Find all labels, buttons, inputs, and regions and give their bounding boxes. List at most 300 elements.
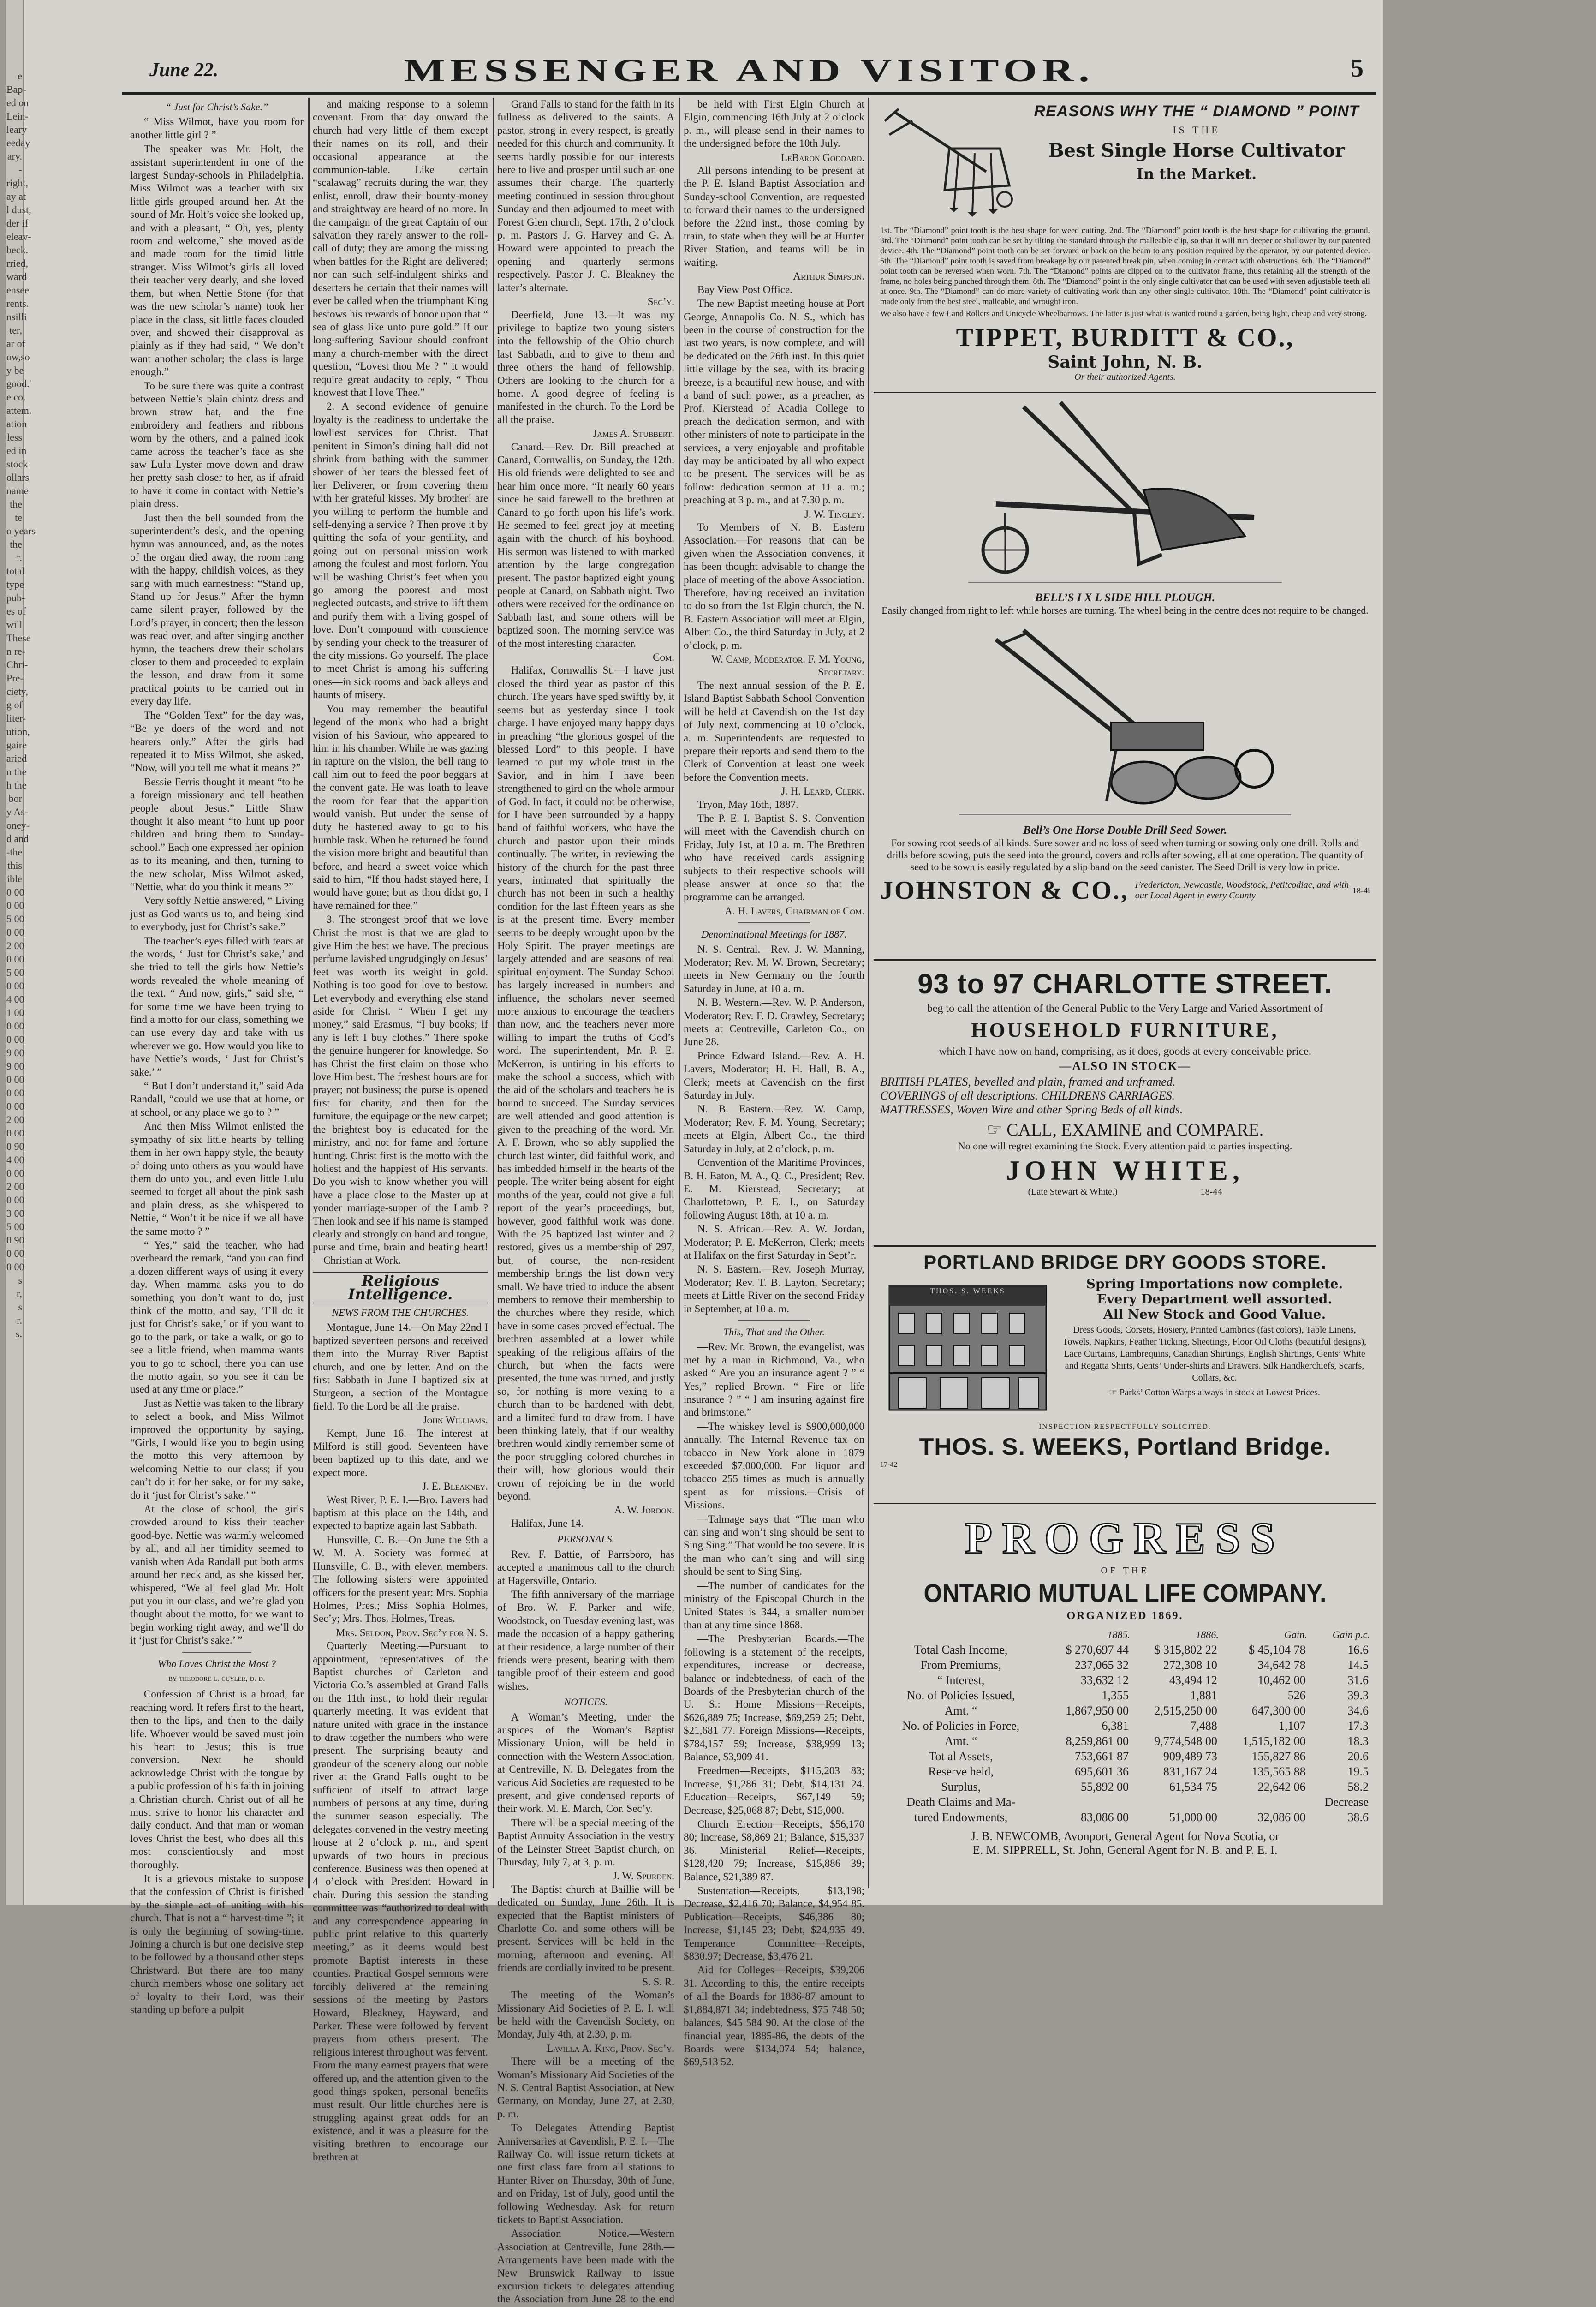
paragraph: The new Baptist meeting house at Port George, Annapolis Co. N. S., which has been in the course of construction for the last two years, is now complete, and will be dedicated on the 26th inst. In this quiet little village by the sea, with its bracing breeze, is a beautiful new house, and with a band of such power, as a preacher, as Prof. Kierstead of Acadia College to preach the dedication sermon, and with other ministers of note to participate in the services, a very enjoyable and profitable day may be anticipated by all who expect to be present. The services will be as follow: dedication sermon at 11 a. m.; preaching at 3 p. m., and at 7.30 p. m. <box>684 298 864 506</box>
store-building <box>880 1276 1055 1423</box>
paragraph: Freedmen—Receipts, $115,203 83; Increase, $1,286 31; Debt, $14,131 24. Education—Receipts, $67,149 59; Decrease, $25,068 87; Debt, $15,000. <box>684 1765 864 1816</box>
table-cell: 695,601 36 <box>1075 1765 1129 1778</box>
bleed-line: 0 90 <box>6 1234 24 1246</box>
bleed-line: oney- <box>6 819 30 831</box>
bleed-line: y As- <box>6 806 29 818</box>
table-cell: 8,259,861 00 <box>1066 1734 1129 1748</box>
table-cell: 34.6 <box>1347 1704 1369 1717</box>
paragraph: Halifax, June 14. <box>511 1517 584 1529</box>
bleed-line: 0 00 <box>6 1167 24 1179</box>
progress-of-the: OF THE <box>1101 1566 1149 1576</box>
paragraph: Association Notice.—Western Association at Centreville, June 28th.—Arrangements have been made with the New Brunswick Railway to issue excursion tickets to delegates attending the Association from June 28 to the end <box>497 2228 674 2305</box>
text-column-1 <box>130 98 304 2016</box>
paragraph: —The whiskey level is $900,000,000 annually. The Internal Revenue tax on tobacco in New York alone in 1879 exceeded $7,000,000. For liquor and tobacco 255 times as much is annually spent as for missions.—Crisis of Missions. <box>684 1420 864 1511</box>
table-row <box>880 1810 1370 1825</box>
bleed-line: 2 00 <box>6 1114 24 1125</box>
bleed-line: These <box>6 632 31 644</box>
article-heading: Denominational Meetings for 1887. <box>701 928 847 940</box>
household-furniture-head: HOUSEHOLD FURNITURE, <box>971 1019 1279 1041</box>
issue-date: June 22. <box>149 60 219 81</box>
diamond-is-the: IS THE <box>1173 124 1221 136</box>
table-cell: No. of Policies in Force, <box>902 1719 1020 1733</box>
tippet-city: Saint John, N. B. <box>1048 353 1203 372</box>
paragraph: Just as Nettie was taken to the library to select a book, and Miss Wilmot improved the opportunity by saying, “Girls, I would like you to begin using the motto this very afternoon by welcoming Nettie to our class; if you can’t do it for her sake, or for my sake, do it ‘just for Christ’s sake.’ ” <box>130 1397 304 1501</box>
paragraph: Canard.—Rev. Dr. Bill preached at Canard, Cornwallis, on Sunday, the 12th. His old friends were delighted to see and hear him once more. “It nearly 60 years since he said farewell to the brethren at Canard to go forth upon his life’s work. He seemed to feel great joy at meeting again with the church of his boyhood. His sermon was listened to with marked attention by the large congregation present. The pastor baptized eight young people at Canard, on Sabbath night. Two others were received for the ordinance on Sabbath last, and some others will be baptized soon. The morning service was of the most interesting character. <box>497 441 674 649</box>
signature: Sec’y. <box>647 296 674 308</box>
john-white-name: JOHN WHITE, <box>1006 1155 1244 1186</box>
charlotte-street-head: 93 to 97 CHARLOTTE STREET. <box>917 968 1333 999</box>
table-cell: Amt. “ <box>944 1734 977 1748</box>
table-cell: 17.3 <box>1347 1719 1369 1733</box>
masthead <box>122 51 1376 95</box>
bleed-line: 4 00 <box>6 993 24 1005</box>
signature: Arthur Simpson. <box>793 270 864 282</box>
bleed-line: ar of <box>6 338 25 349</box>
bleed-line: 0 00 <box>6 1074 24 1085</box>
bleed-line: s <box>18 1301 22 1313</box>
table-cell: 272,308 10 <box>1163 1658 1217 1672</box>
paragraph: The next annual session of the P. E. Island Baptist Sabbath School Convention will be held at Cavendish on the 1st day of July next, commencing at 10 o’clock, a. m. Superintendents are requested to prepare their reports and send them to the Clerk of Convention at least one week before the Convention meets. <box>684 679 864 783</box>
table-cell: Decrease <box>1324 1795 1369 1809</box>
bleed-line: e co. <box>6 391 26 403</box>
portland-sub2: Every Department well assorted. <box>1096 1291 1333 1307</box>
bleed-line: 0 00 <box>6 1248 24 1259</box>
bleed-line: y be <box>6 365 24 376</box>
paragraph: N. S. African.—Rev. A. W. Jordan, Moderator; P. E. McKerron, Clerk; meets at Halifax on the first Saturday in Sept’r. <box>684 1223 864 1261</box>
paragraph: “ But I don’t understand it,” said Ada Randall, “could we use that at home, or at school, or any place we go to ? ” <box>130 1080 304 1118</box>
divider <box>738 1320 810 1321</box>
page-number: 5 <box>1351 54 1364 83</box>
paragraph: be held with First Elgin Church at Elgin, commencing 16th July at 2 o’clock p. m., will please send in their names to the undersigned before the 10th July. <box>684 98 864 149</box>
bleed-line: n re- <box>6 645 25 657</box>
table-cell: 33,632 12 <box>1081 1673 1129 1687</box>
table-row <box>880 1657 1370 1673</box>
paragraph: The “Golden Text” for the day was, “Be ye doers of the word and not hearers only.” After the girls had repeated it to Miss Wilmot, she asked, “Now, will you tell me what it means ?” <box>130 709 304 774</box>
paragraph: It is a grievous mistake to suppose that the confession of Christ is finished by the simple act of uniting with his church. That is not a “ harvest-time ”; it is only the beginning of sowing-time. Joining a church is but one decisive step to be followed by a thousand other steps Christward. But there are too many church members whose one solitary act of loyalty to their Lord, was their standing up before a pulpit <box>130 1873 304 2016</box>
signature: J. W. Tingley. <box>804 508 864 520</box>
bleed-line: nsilli <box>6 311 27 323</box>
table-column-header: 1885. <box>1107 1629 1131 1640</box>
table-cell: 155,827 86 <box>1251 1750 1306 1763</box>
johnston-plough-ad <box>874 393 1376 961</box>
bleed-line: ter, <box>9 324 22 336</box>
table-cell: 6,381 <box>1102 1719 1129 1733</box>
article-heading: “ Just for Christ’s Sake.” <box>165 101 268 113</box>
paragraph: The speaker was Mr. Holt, the assistant superintendent in one of the largest Sunday-schools in Philadelphia. Miss Wilmot was a teacher with six little girls grouped around her. At the sound of Mr. Holt’s voice she looked up, and with a pleasant, “ Oh, yes, plenty room and welcome,” she moved aside and made room for the timid little stranger. Miss Wilmot’s girls all loved their teacher very dearly, and she loved them, but when Nettie Stone (for that was the new scholar’s name) took her place in the class, sit little faces clouded over, and showed their disapproval as plainly as if they had said, “ We don’t want another scholar; the class is large enough.” <box>130 143 304 378</box>
article-heading: NEWS FROM THE CHURCHES. <box>332 1306 469 1318</box>
bleed-line: rried, <box>6 257 29 269</box>
portland-goods-list: Dress Goods, Corsets, Hosiery, Printed Cambrics (fast colors), Table Linens, Towels, Napkins, Feather Ticking, Sheetings, Floor Oil Cloths (beautiful designs), Lace Curtains, Lambrequins, Canadian Shirtings, English Shirtings, Gents’ White and Regatta Shirts, Gents’ Under-shirts and Drawers. Silk Handkerchiefs, Scarfs, Collars, &c. <box>1062 1325 1367 1383</box>
newspaper-page <box>6 0 1383 2305</box>
paragraph: Just then the bell sounded from the superintendent’s desk, and the opening hymn was announced, and, as the notes of the organ died away, the room rang with the happy, childish voices, as they sang with much earnestness: “Stand up, Stand up for Jesus.” After the hymn came silent prayer, followed by the Lord’s prayer, in concert; then the lesson was read over, and after singing another hymn, the teachers drew their scholars closer to them and proceeded to explain the lesson, and draw from it some practical points to be carried out in every day life. <box>130 512 304 707</box>
progress-head: PROGRESS <box>965 1513 1285 1563</box>
bleed-line: r, <box>17 1288 22 1299</box>
table-cell: 1,515,182 00 <box>1243 1734 1306 1748</box>
table-row <box>880 1642 1370 1657</box>
progress-table-body <box>880 1642 1370 1825</box>
bleed-line: g of <box>6 699 23 711</box>
paragraph: The meeting of the Woman’s Missionary Aid Societies of P. E. I. will be held with the Cavendish Society, on Monday, July 4th, at 2.30, p. m. <box>497 1989 674 2040</box>
bleed-line: 2 00 <box>6 940 24 951</box>
bleed-line: ible <box>7 873 22 885</box>
signature: J. E. Bleakney. <box>422 1481 488 1493</box>
paragraph: To be sure there was quite a contrast between Nettie’s plain chintz dress and brown straw hat, and the fine embroidery and feathers and ribbons worn by the others, and a pained look came across the teacher’s face as she saw Lulu Lyster move down and draw her pretty sash closer to her, as if afraid to have it come in contact with Nettie’s plain dress. <box>130 380 304 510</box>
signature: John Williams. <box>423 1414 488 1426</box>
paragraph: “ Miss Wilmot, have you room for another little girl ? ” <box>130 116 304 141</box>
paragraph: At the close of school, the girls crowded around to kiss their teacher good-bye. Nettie was warmly welcomed by all, and all her timidity seemed to vanish when Ada Randall put both arms around her neck and, as she kissed her, whispered, “We all feel glad Mr. Holt put you in our class, and we’re glad you thought about the motto, for we want to begin working right away, and we’ll do it ‘just for Christ’s sake.’ ” <box>130 1503 304 1646</box>
table-cell: 753,661 87 <box>1075 1750 1129 1763</box>
diamond-market-label: In the Market. <box>1136 165 1257 183</box>
table-cell: 32,086 00 <box>1257 1811 1306 1824</box>
paragraph: N. B. Western.—Rev. W. P. Anderson, Moderator; Rev. F. D. Crawley, Secretary; meets at Centreville, Carleton Co., on June 28. <box>684 997 864 1048</box>
article-heading: Who Loves Christ the Most ? <box>157 1657 276 1669</box>
table-row <box>880 1703 1370 1718</box>
progress-table <box>880 1627 1370 1825</box>
signature: S. S. R. <box>642 1976 674 1988</box>
paragraph: To Members of N. B. Eastern Association.—For reasons that can be given when the Association convenes, it has been thought advisable to change the place of meeting of the above Association. Therefore, having received an invitation to do so from the 1st Elgin church, the N. B. Eastern Association will meet at Elgin, Albert Co., the third Saturday in July, at 2 o’clock, p. m. <box>684 521 864 651</box>
portland-bridge-ad <box>874 1247 1376 1505</box>
table-cell: 1,107 <box>1279 1719 1306 1733</box>
bleed-line: 1 00 <box>6 1007 24 1018</box>
paragraph: The fifth anniversary of the marriage of Bro. W. F. Parker and wife, Woodstock, on Tuesday evening last, was made the occasion of a happy gathering at their residence, a large number of their friends were present, bearing with them tangible proof of their esteem and good wishes. <box>497 1588 674 1692</box>
table-cell: 34,642 78 <box>1257 1658 1306 1672</box>
table-cell: 20.6 <box>1347 1750 1369 1763</box>
bleed-line: 2 00 <box>6 1181 24 1192</box>
table-row <box>880 1794 1370 1810</box>
paragraph: Sustentation—Receipts, $13,198; Decrease, $2,416 70; Balance, $4,954 85. Publication—Receipts, $46,386 80; Increase, $1,145 23; Debt, $24,935 49. Temperance Committee—Receipts, $830.97; Decrease, $3,476 21. <box>684 1885 864 1962</box>
pointing-hand-icon: ☞ <box>986 1120 1007 1140</box>
bleed-line: ow,so <box>6 351 30 363</box>
cultivator-illustration <box>880 102 1018 222</box>
text-column-2 <box>313 98 488 2163</box>
signature: Lavilla A. King, Prov. Sec’y. <box>547 2042 674 2054</box>
article-heading: NOTICES. <box>564 1696 608 1708</box>
bleed-line: ollars <box>6 472 29 483</box>
paragraph: Aid for Colleges—Receipts, $39,206 31. According to this, the entire receipts of all the Boards for 1886-87 amount to $1,884,871 34; indebtedness, $75 748 50; balances, $45 584 90. At the close of the financial year, 1885-86, the debts of the Boards were $134,074 54; balance, $69,513 52. <box>684 1964 864 2068</box>
article-heading: This, That and the Other. <box>723 1326 825 1338</box>
bleed-line: 5 00 <box>6 913 24 925</box>
signature: Com. <box>653 651 674 663</box>
table-cell: 19.5 <box>1347 1765 1369 1778</box>
johnston-name: JOHNSTON & CO., <box>880 876 1129 905</box>
bleed-line: der if <box>6 217 29 229</box>
building-sign: THOS. S. WEEKS <box>930 1287 1006 1295</box>
paragraph: There will be a special meeting of the Baptist Annuity Association in the vestry of the Leinster Street Baptist church, on Thursday, July 7, at 3, p. m. <box>497 1817 674 1868</box>
table-cell: 10,462 00 <box>1257 1673 1306 1687</box>
signature: LeBaron Goddard. <box>780 151 864 163</box>
table-cell: “ Interest, <box>937 1673 985 1687</box>
side-hill-plough-illustration <box>968 398 1282 592</box>
bleed-line: name <box>6 485 29 496</box>
table-cell: 39.3 <box>1347 1689 1369 1702</box>
table-cell: 58.2 <box>1347 1780 1369 1793</box>
paragraph: The Baptist church at Baillie will be dedicated on Sunday, June 26th. It is expected that the Baptist ministers of Charlotte Co. and some others will be present. Services will be held in the morning, afternoon and evening. All friends are cordially invited to be present. <box>497 1883 674 1974</box>
bleed-line: rents. <box>6 298 29 309</box>
paragraph: Quarterly Meeting.—Pursuant to appointment, representatives of the Baptist churches of Carleton and Victoria Co.’s assembled at Grand Falls on the 11th inst., to hold their regular quarterly meeting. It was evident that nature united with grace in the instance to draw together the numbers who were present. The surprising beauty and grandeur of the scenery along our noble river at the Grand Falls ought to be sufficient of itself to attract large numbers of persons at any time, during the summer season especially. The delegates convened in the vestry meeting house at 2 o’clock p. m., and spent upwards of two hours in precious conference. Business was then opened at 4 o’clock with President Howard in chair. During this session the standing committee was “authorized to deal with and any correspondence appearing in public print relative to this quarterly meeting,” as it deems would best promote Baptist interests in these counties. Practical Gospel sermons were forcibly delivered at the remaining sessions of the meeting by Pastors Howard, Bleakney, Hayward, and Parker. These were followed by fervent prayers from others present. The religious interest throughout was fervent. From the many earnest prayers that were offered up, and the attention given to the good things spoken, personal benefits must result. Our little churches here is struggling against great odds for an existence, and it was a pleasure for the visiting brethren to encourage our brethren at <box>313 1640 488 2163</box>
paragraph: Church Erection—Receipts, $56,170 80; Increase, $8,869 21; Balance, $15,337 36. Ministerial Relief—Receipts, $128,420 79; Increase, $15,886 39; Balance, $21,389 87. <box>684 1818 864 1883</box>
bleed-line: ensee <box>6 284 29 296</box>
table-cell: 55,892 00 <box>1081 1780 1129 1793</box>
bleed-line: ed on <box>6 97 29 108</box>
paragraph: —Rev. Mr. Brown, the evangelist, was met by a man in Richmond, Va., who asked “ Are you an insurance agent ? ” “ Yes,” replied Brown. “ Fire or life insurance ? ” “ I am insuring against fire and brimstone.” <box>684 1341 864 1418</box>
table-cell: 16.6 <box>1347 1643 1369 1656</box>
text-column-4 <box>684 98 864 2068</box>
bleed-line: eeday <box>6 137 30 149</box>
adjacent-page-bleed <box>6 0 36 1905</box>
tippet-agents: Or their authorized Agents. <box>1074 372 1176 382</box>
table-cell <box>1130 1794 1219 1810</box>
charlotte-oblige: No one will regret examining the Stock. Every attention paid to parties inspecting. <box>958 1140 1292 1152</box>
also-in-stock: —ALSO IN STOCK— <box>1059 1059 1191 1073</box>
paragraph: Montague, June 14.—On May 22nd I baptized seventeen persons and received them into the Murray River Baptist church, and one by letter. And on the first Sabbath in June I baptized six at Sturgeon, a section of the Montague field. To the Lord be all the praise. <box>313 1321 488 1412</box>
table-cell: $ 45,104 78 <box>1249 1643 1306 1656</box>
charlotte-on-hand: which I have now on hand, comprising, as it does, goods at every conceivable price. <box>939 1046 1311 1058</box>
bleed-line: Lein- <box>6 110 29 122</box>
bleed-line: ution, <box>6 726 30 737</box>
table-cell: 83,086 00 <box>1081 1811 1129 1824</box>
john-white-furniture-ad <box>874 961 1376 1247</box>
seed-sower-caption: Bell’s One Horse Double Drill Seed Sower. <box>1023 824 1227 837</box>
signature: J. H. Leard, Clerk. <box>781 785 864 797</box>
table-cell: Death Claims and Ma- <box>906 1795 1016 1809</box>
bleed-line: Pre- <box>6 672 24 684</box>
bleed-line: es of <box>6 605 26 617</box>
seed-sower-note: For sowing root seeds of all kinds. Sure sower and no loss of seed when turning or sowing only one drill. Rolls and drills before sowing, puts the seed into the ground, covers and rolls after sowing, all at one operation. The quantity of seed to be sown is easily regulated by a slip band on the seed canister. The Seed Drill is very low in price. <box>887 837 1364 873</box>
paragraph: There will be a meeting of the Woman’s Missionary Aid Societies of the N. S. Central Baptist Association, at New Germany, on Monday, June 27, at 2.30, p. m. <box>497 2056 674 2120</box>
table-cell: 61,534 75 <box>1169 1780 1217 1793</box>
paragraph: All persons intending to be present at the P. E. Island Baptist Association and Sunday-school Convention, are requested to forward their names to the undersigned before the 22nd inst., those coming by train, to state when they will be at Hunter River Station, and teams will be in waiting. <box>684 165 864 268</box>
paragraph: To Delegates Attending Baptist Anniversaries at Cavendish, P. E. I.—The Railway Co. will issue return tickets at one first class fare from all stations to Hunter River on Thursday, 30th of June, and on Friday, 1st of July, good until the following Wednesday. Ask for return tickets to Baptist Association. <box>497 2122 674 2225</box>
bleed-line: 0 00 <box>6 1034 24 1045</box>
paragraph: The teacher’s eyes filled with tears at the words, ‘ Just for Christ’s sake,’ and she tried to tell the girls how Nettie’s words revealed the whole meaning of the text. “ And now, girls,” said she, “ for some time we have been trying to find a motto for our class, something we can use every day and take with us wherever we go. How would you like to have Nettie’s words, ‘ Just for Christ’s sake.’ ” <box>130 935 304 1078</box>
bleed-line: 0 00 <box>6 953 24 965</box>
bleed-line: Chri- <box>6 659 28 670</box>
bleed-line: this <box>7 860 22 871</box>
diamond-also: We also have a few Land Rollers and Unicycle Wheelbarrows. The latter is just what is wanted round a garden, being light, cheap and very strong. <box>880 309 1367 318</box>
signature: J. W. Spurden. <box>613 1870 674 1882</box>
paragraph: 2. A second evidence of genuine loyalty is the readiness to undertake the lowliest services for Christ. That penitent in Simon’s dining hall did not shrink from bathing with the summer shower of her tears the blessed feet of her Deliverer, or from covering them with her grateful kisses. My brother! are you willing to perform the humble and self-denying a service ? Then prove it by quitting the sofa of your gentility, and going out on personal mission work among the foulest and most forlorn. You will be washing Christ’s feet when you go among the poorest and most neglected outcasts, and strive to lift them and purify them with a living gospel of love. Don’t compound with conscience by sending your check to the treasurer of the city missions. Go yourself. The place to meet Christ is among his suffering ones—in sick rooms and back alleys and haunts of misery. <box>313 400 488 701</box>
column-rule <box>868 98 869 1888</box>
paragraph: Halifax, Cornwallis St.—I have just closed the third year as pastor of this church. The years have sped swiftly by, it seems but as yesterday since I took charge. I have enjoyed many happy days in preaching “the glorious gospel of the blessed Lord” to this people. I have learned to put my whole trust in the Savior, and in him I have been strengthened to gird on the whole armour of God. In fact, it could not be otherwise, for I have been surrounded by a happy band of faithful workers, who have the church and pastor upon their minds continually. The writer, in reviewing the history of the church for the past three years, intimated that spiritually the church has not been in such a healthy condition for the last fifteen years as she is at the present time. Every member seems to be deeply wrought upon by the Holy Spirit. The prayer meetings are largely attended and are seasons of real spiritual enjoyment. The Sunday School has largely increased in numbers and influence, the scholars never seemed more anxious to encourage the teachers than now, and the teachers never more willing to impart the truths of God’s word. The superintendent, Mr. P. E. McKerron, is untiring in his efforts to make the school a success, which with the aid of the scholars and teachers he is bound to succeed. The Sunday services are well attended and good attention is given to the preaching of the word. Mr. A. F. Brown, who so ably supplied the church last winter, did faithful work, and has imbedded himself in the hearts of the people. The writer being absent for eight months of the year, could not give a full report of the year’s proceedings, but, however, good faithful work was done. With the 25 baptized last winter and 2 restored, gives us a membership of 297, but, of course, the non-resident membership brings the list down very small. We have tried to induce the absent members to remove their membership to the churches where they reside, which have in some cases proved effectual. The brethren assembled at a lower while speaking of the religious affairs of the church, but when the facts were presented, the tune was turned, and justly so, for nothing is more vexing to a church than to be hardened with debt, and a limited fund to draw from. I have been thinking lately, that if our wealthy brethren would kindly remember some of the poor struggling colored churches in their will, how glorious would their crown of rejoicing be in the world beyond. <box>497 664 674 1502</box>
paragraph: —Talmage says that “The man who can sing and won’t sing should be sent to Sing Sing.” That would be too severe. It is the man who can’t sing and will sing should be sent to Sing Sing. <box>684 1513 864 1578</box>
divider <box>182 1652 251 1653</box>
signature: A. W. Jordon. <box>614 1504 674 1516</box>
bleed-line: 4 00 <box>6 1154 24 1165</box>
table-cell: Total Cash Income, <box>914 1643 1008 1656</box>
bleed-line: - <box>18 164 22 175</box>
bleed-line: attem. <box>6 405 32 416</box>
paragraph: Very softly Nettie answered, “ Living just as God wants us to, and being kind to everybody, just for Christ’s sake.” <box>130 895 304 933</box>
bleed-line: 5 00 <box>6 967 24 978</box>
table-cell: 1,355 <box>1102 1689 1129 1702</box>
stock-line-1: BRITISH PLATES, bevelled and plain, framed and unframed. <box>880 1075 1176 1088</box>
portland-sub3: All New Stock and Good Value. <box>1103 1307 1326 1322</box>
bleed-line: d and <box>6 833 29 844</box>
table-cell: 22,642 06 <box>1257 1780 1306 1793</box>
bleed-line: h the <box>6 779 27 791</box>
bleed-line: leary <box>6 124 27 135</box>
table-row <box>880 1749 1370 1764</box>
paragraph: Bay View Post Office. <box>697 283 792 295</box>
bleed-line: bor <box>8 793 22 804</box>
tippet-burditt-name: TIPPET, BURDITT & CO., <box>956 323 1294 352</box>
byline: by theodore l. cuyler, d. d. <box>168 1673 265 1683</box>
stock-line-3: MATTRESSES, Woven Wire and other Spring Beds of all kinds. <box>880 1103 1183 1116</box>
column-rule <box>679 98 680 1888</box>
table-cell: Amt. “ <box>944 1704 977 1717</box>
bleed-line: less <box>7 431 22 443</box>
paragraph: Deerfield, June 13.—It was my privilege to baptize two young sisters into the fellowship of the Ohio church last Sabbath, and to give to them and three others the hand of fellowship. Others are looking to the church for a home. A good degree of feeling is manifested in the church. To the Lord be all the praise. <box>497 309 674 425</box>
table-column-header: Gain. <box>1284 1629 1307 1640</box>
signature: W. Camp, Moderator. F. M. Young, Secretary. <box>711 653 864 678</box>
article-heading: PERSONALS. <box>557 1533 615 1545</box>
bleed-line: the <box>10 498 22 510</box>
section-heading: Religious Intelligence. <box>313 1272 488 1303</box>
bleed-line: stock <box>6 458 28 470</box>
bleed-line: 0 00 <box>6 926 24 938</box>
bleed-line: type <box>6 579 24 590</box>
progress-table-head <box>880 1627 1370 1642</box>
table-cell: $ 270,697 44 <box>1066 1643 1129 1656</box>
paragraph: Grand Falls to stand for the faith in its fullness as delivered to the saints. A pastor, strong in every respect, is greatly needed for this church and community. It seems hardly possible for our interests here to live and prosper until such an one assumes their charge. The quarterly meeting continued in session throughout Sunday and then adjourned to meet with Forest Glen church, Sept. 17th, 2 o’clock p. m. Pastors J. G. Harvey and G. A. Howard were appointed to preach the opening and quarterly sermons respectively. Pastor J. C. Bleakney the latter’s alternate. <box>497 98 674 293</box>
bleed-line: r. <box>17 1315 22 1326</box>
table-cell: 909,489 73 <box>1163 1750 1217 1763</box>
bleed-line: 3 00 <box>6 1207 24 1219</box>
bleed-line: 0 00 <box>6 1100 24 1112</box>
table-cell: 43,494 12 <box>1169 1673 1217 1687</box>
bleed-line: 0 00 <box>6 1087 24 1099</box>
thos-weeks-name: THOS. S. WEEKS, Portland Bridge. <box>919 1434 1331 1460</box>
bleed-line: will <box>6 619 23 630</box>
divider <box>738 922 810 923</box>
table-cell: 7,488 <box>1190 1719 1217 1733</box>
bleed-line: ciety, <box>6 686 28 697</box>
johnston-branches: Fredericton, Newcastle, Woodstock, Petitcodiac, and with our Local Agent in every County <box>1135 880 1349 901</box>
table-column-header: 1886. <box>1196 1629 1219 1640</box>
paragraph: And then Miss Wilmot enlisted the sympathy of six little hearts by telling them in her own happy style, the beauty of doing unto others as you would have them do unto you, and even little Lulu seemed to forget all about the pink sash and plain dress, as she whispered to Nettie, “ Won’t it be nice if we all have the same motto ? ” <box>130 1120 304 1237</box>
bleed-line: gaire <box>6 739 27 751</box>
bleed-line: 0 00 <box>6 1020 24 1032</box>
paragraph: —The Presbyterian Boards.—The following is a statement of the receipts, expenditures, increase or decrease, balance or indebtedness, of each of the Boards of the Presbyterian church of the U. S.: Home Missions—Receipts, $626,889 75; Increase, $69,259 25; Debt, $21,681 77. Foreign Missions—Receipts, $784,157 59; Increase, $38,999 13; Balance, $3,909 41. <box>684 1633 864 1763</box>
portland-sub1: Spring Importations now complete. <box>1086 1276 1343 1291</box>
paragraph: You may remember the beautiful legend of the monk who had a bright vision of his Saviour, who appeared to him in his chamber. While he was gazing in rapture on the vision, the bell rang to call him out to feed the poor beggars at the convent gate. He was loath to leave the room for fear that the apparition would vanish. But under the sense of duty he hastened away to go to his humble task. When he returned he found the vision more bright and beautiful than before, and heard a sweet voice which said to him, “If thou hadst stayed here, I would have gone; but as thou didst go, I have remained for thee.” <box>313 703 488 911</box>
paragraph: Prince Edward Island.—Rev. A. H. Lavers, Moderator; H. H. Hall, B. A., Clerk; meets at Cavendish on the first Saturday in July. <box>684 1050 864 1101</box>
side-hill-plough-note: Easily changed from right to left while horses are turning. The wheel being in the centre does not require to be changed. <box>881 604 1369 616</box>
table-cell: 647,300 00 <box>1251 1704 1306 1717</box>
signature: Mrs. Seldon, Prov. Sec’y for N. S. <box>336 1626 488 1638</box>
bleed-line: 9 00 <box>6 1047 24 1058</box>
table-row <box>880 1673 1370 1688</box>
agent-new-brunswick: E. M. SIPPRELL, St. John, General Agent for N. B. and P. E. I. <box>972 1843 1278 1857</box>
bleed-line: 0 00 <box>6 1194 24 1206</box>
paragraph: A Woman’s Meeting, under the auspices of the Woman’s Baptist Missionary Union, will be held in connection with the Western Association, at Centreville, N. B. Delegates from the various Aid Societies are requested to be present, and give condensed reports of their work. M. E. March, Cor. Sec’y. <box>497 1711 674 1815</box>
table-cell: 51,000 00 <box>1169 1811 1217 1824</box>
table-cell: No. of Policies Issued, <box>906 1689 1015 1702</box>
table-cell: 237,065 32 <box>1075 1658 1129 1672</box>
bleed-line: 0 90 <box>6 1141 24 1152</box>
paragraph: Convention of the Maritime Provinces, B. H. Eaton, M. A., Q. C., President; Rev. E. M. Kierstead, Secretary; at Charlottetown, P. E. I., on Saturday following August 18th, at 10 a. m. <box>684 1157 864 1221</box>
bleed-line: r. <box>17 552 22 563</box>
paragraph: The P. E. I. Baptist S. S. Convention will meet with the Cavendish church on Friday, July 1st, at 10 a. m. The Brethren who have received cards assigning subjects to their respective schools will please answer at once so that the programme can be arranged. <box>684 812 864 903</box>
text-column-3 <box>497 98 674 2305</box>
paragraph: Hunsville, C. B.—On June the 9th a W. M. A. Society was formed at Hunsville, C. B., with eleven members. The following sisters were appointed officers for the present year: Mrs. Sophia Holmes, Pres.; Miss Sophia Holmes, Sec’y; Mrs. Thos. Holmes, Treas. <box>313 1534 488 1625</box>
paragraph: —The number of candidates for the ministry of the Episcopal Church in the United States is 344, a smaller number than at any time since 1868. <box>684 1579 864 1631</box>
bleed-line: total <box>6 565 25 577</box>
bleed-line: te <box>15 512 22 523</box>
seed-sower-illustration <box>959 621 1291 824</box>
paragraph: and making response to a solemn covenant. From that day onward the church had very little of them except their names on its roll, and their occasional appearance at the communion-table. Like certain “scalawag” recruits during the war, they enlist, enroll, draw their bounty-money and straightway are heard of no more. In the campaign of the great Captain of our salvation they rarely answer to the roll-call of duty; they are among the missing when battles for the Right are delivered; nor can such self-indulgent shirks and deserters be certain that their names will ever be called when the triumphant King bestows his rewards of honor upon that “ sea of glass like unto pure gold.” If our long-suffering Saviour should confront many a church-member with the direct question, “Lovest thou Me ? ” it would require great audacity to reply, “ Thou knowest that I love Thee.” <box>313 98 488 398</box>
table-row <box>880 1733 1370 1749</box>
bleed-line: 0 00 <box>6 886 24 898</box>
table-cell <box>1219 1794 1307 1810</box>
bleed-line: right, <box>6 177 29 189</box>
table-cell: From Premiums, <box>920 1658 1001 1672</box>
paragraph: 3. The strongest proof that we love Christ the most is that we are glad to give Him the best we have. The precious perfume lavished ungrudgingly on Jesus’ feet was worth its weight in gold. Nothing is too good for love to bestow. Let everybody and everything else stand aside for Christ. “ When I get my money,” said Erasmus, “I buy books; if any is left I buy clothes.” There spoke the genuine hungerer for knowledge. So has Christ the first claim on those who love Him best. The freshest hours are for prayer; not business; the purse is opened first for charity, and then for the furniture, the equipage or the new carpet; the brightest boy is educated for the ministry, and not for fame and fortune hunting. Christ first is the motto with the holiest and the happiest of His servants. Do you wish to know whether you will have a place close to the Master up at yonder marriage-supper of the Lamb ? Then look and see if his name is stamped clearly and strongly on hand and tongue, purse and time, brain and beating heart!—Christian at Work. <box>313 914 488 1266</box>
bleed-line: s <box>18 1274 22 1286</box>
bleed-line: aried <box>6 753 27 764</box>
table-cell: 1,867,950 00 <box>1066 1704 1129 1717</box>
table-cell: Tot al Assets, <box>929 1750 993 1763</box>
bleed-line: ay at <box>6 191 26 202</box>
stock-line-2: COVERINGS of all descriptions. CHILDRENS CARRIAGES. <box>880 1089 1175 1102</box>
table-cell: tured Endowments, <box>914 1811 1008 1824</box>
bleed-line: liter- <box>6 712 26 724</box>
bleed-line: e <box>18 70 22 82</box>
john-white-ref: 18-44 <box>1200 1187 1222 1197</box>
paragraph: Bessie Ferris thought it meant “to be a foreign missionary and tell heathen people about Jesus.” Little Shaw thought it also meant “to hunt up poor children and bring them to Sunday-school.” Each one expressed her opinion as to its meaning, and then, turning to the new scholar, Miss Wilmot asked, “Nettie, what do you think it means ?” <box>130 776 304 892</box>
table-cell: 526 <box>1287 1689 1306 1702</box>
paragraph: Confession of Christ is a broad, far reaching word. It refers first to the heart, then to the lips, and then to the daily life. Whoever would be saved must join his heart to Jesus; this is true conversion. Next he should acknowledge Christ with the tongue by a public profession of his faith in joining a Christian church. Christ out of all he must strive to honor his character and daily conduct. And that man or woman loves Christ the best, who does all this most conscientiously and most thoroughly. <box>130 1688 304 1871</box>
table-row <box>880 1718 1370 1733</box>
table-row <box>880 1688 1370 1703</box>
table-cell: 135,565 88 <box>1251 1765 1306 1778</box>
bleed-line: n the <box>6 766 27 777</box>
bleed-line: good.' <box>6 378 31 389</box>
bleed-line: ward <box>6 271 27 282</box>
paragraph: N. S. Central.—Rev. J. W. Manning, Moderator; Rev. M. W. Brown, Secretary; meets in New Germany on the fourth Saturday in June, at 10 a. m. <box>684 943 864 994</box>
ontario-mutual-name: ONTARIO MUTUAL LIFE COMPANY. <box>923 1578 1327 1608</box>
bleed-line: Bap- <box>6 84 26 95</box>
ontario-mutual-ad <box>874 1505 1376 1883</box>
bleed-line: pub- <box>6 592 25 604</box>
bleed-line: beck. <box>6 244 29 256</box>
bleed-line: o years <box>6 525 36 537</box>
paragraph: N. B. Eastern.—Rev. W. Camp, Moderator; Rev. F. M. Young, Secretary; meets at Elgin, Albert Co., the third Saturday in July, at 2 o’clock, p. m. <box>684 1103 864 1154</box>
table-cell: Reserve held, <box>928 1765 994 1778</box>
paragraph: “ Yes,” said the teacher, who had overheard the remark, “and you can find a dozen different ways of using it every day. When mamma asks you to do something you don’t want to do, just think of the motto, and say, ‘I’ll do it just for Christ’s sake,’ or if you want to go to the park, or take a walk, or go to see a little friend, when mamma wants you to go to school, there you can use the motto again, so you see it can be used at any time or place.” <box>130 1239 304 1395</box>
portland-head: PORTLAND BRIDGE DRY GOODS STORE. <box>923 1251 1327 1273</box>
paragraph: West River, P. E. I.—Bro. Lavers had baptism at this place on the 14th, and expected to baptize again last Sabbath. <box>313 1494 488 1532</box>
call-examine-compare: ☞ CALL, EXAMINE and COMPARE. <box>986 1120 1264 1140</box>
organized-year: ORGANIZED 1869. <box>1066 1610 1184 1622</box>
bleed-line: ed in <box>6 445 27 456</box>
bleed-line: ation <box>6 418 27 430</box>
column-rule <box>308 98 310 1888</box>
signature: James A. Stubbert. <box>593 428 674 440</box>
diamond-headline: REASONS WHY THE “ DIAMOND ” POINT <box>1034 102 1359 120</box>
table-cell: 831,167 24 <box>1163 1765 1217 1778</box>
diamond-point-cultivator-ad <box>874 98 1376 393</box>
paragraph: N. S. Eastern.—Rev. Joseph Murray, Moderator; Rev. T. B. Layton, Secretary; meets at Little River on the second Friday in September, at 10 a. m. <box>684 1263 864 1315</box>
agent-nova-scotia: J. B. NEWCOMB, Avonport, General Agent for Nova Scotia, or <box>971 1829 1280 1843</box>
bleed-line: 0 00 <box>6 1261 24 1273</box>
advertisement-column <box>874 98 1376 1888</box>
masthead-rule <box>122 92 1376 95</box>
diamond-reasons: 1st. The “Diamond” point tooth is the best shape for weed cutting. 2nd. The “Diamond” point tooth is the best shape for cultivating the ground. 3rd. The “Diamond” point tooth can be set by tilting the standard through the malleable clip, so that it will run deeper or shallower by our patented device. 4th. The “Diamond” point tooth can be set forward or back on the beam to any position required by the operator, by our patented device. 5th. The “Diamond” point tooth is saved from breakage by our patented break pin, when coming in contact with obstructions. 6th. The “Diamond” point tooth can be reversed when worn. 7th. The “Diamond” points are clipped on to the cultivator frame, thus retaining all the strength of the frame, no holes being punched through them. 8th. The “Diamond” point is the only single cultivator that can be used with seven adjustable teeth all at once. 9th. The “Diamond” can do more variety of cultivating work than any other single cultivator. 10th. The “Diamond” point cultivator is made only from the best steel, malleable, and wrought iron. <box>880 226 1370 306</box>
bleed-line: the <box>10 538 22 550</box>
bleed-line: 0 00 <box>6 1127 24 1139</box>
bleed-line: -the <box>6 846 23 858</box>
